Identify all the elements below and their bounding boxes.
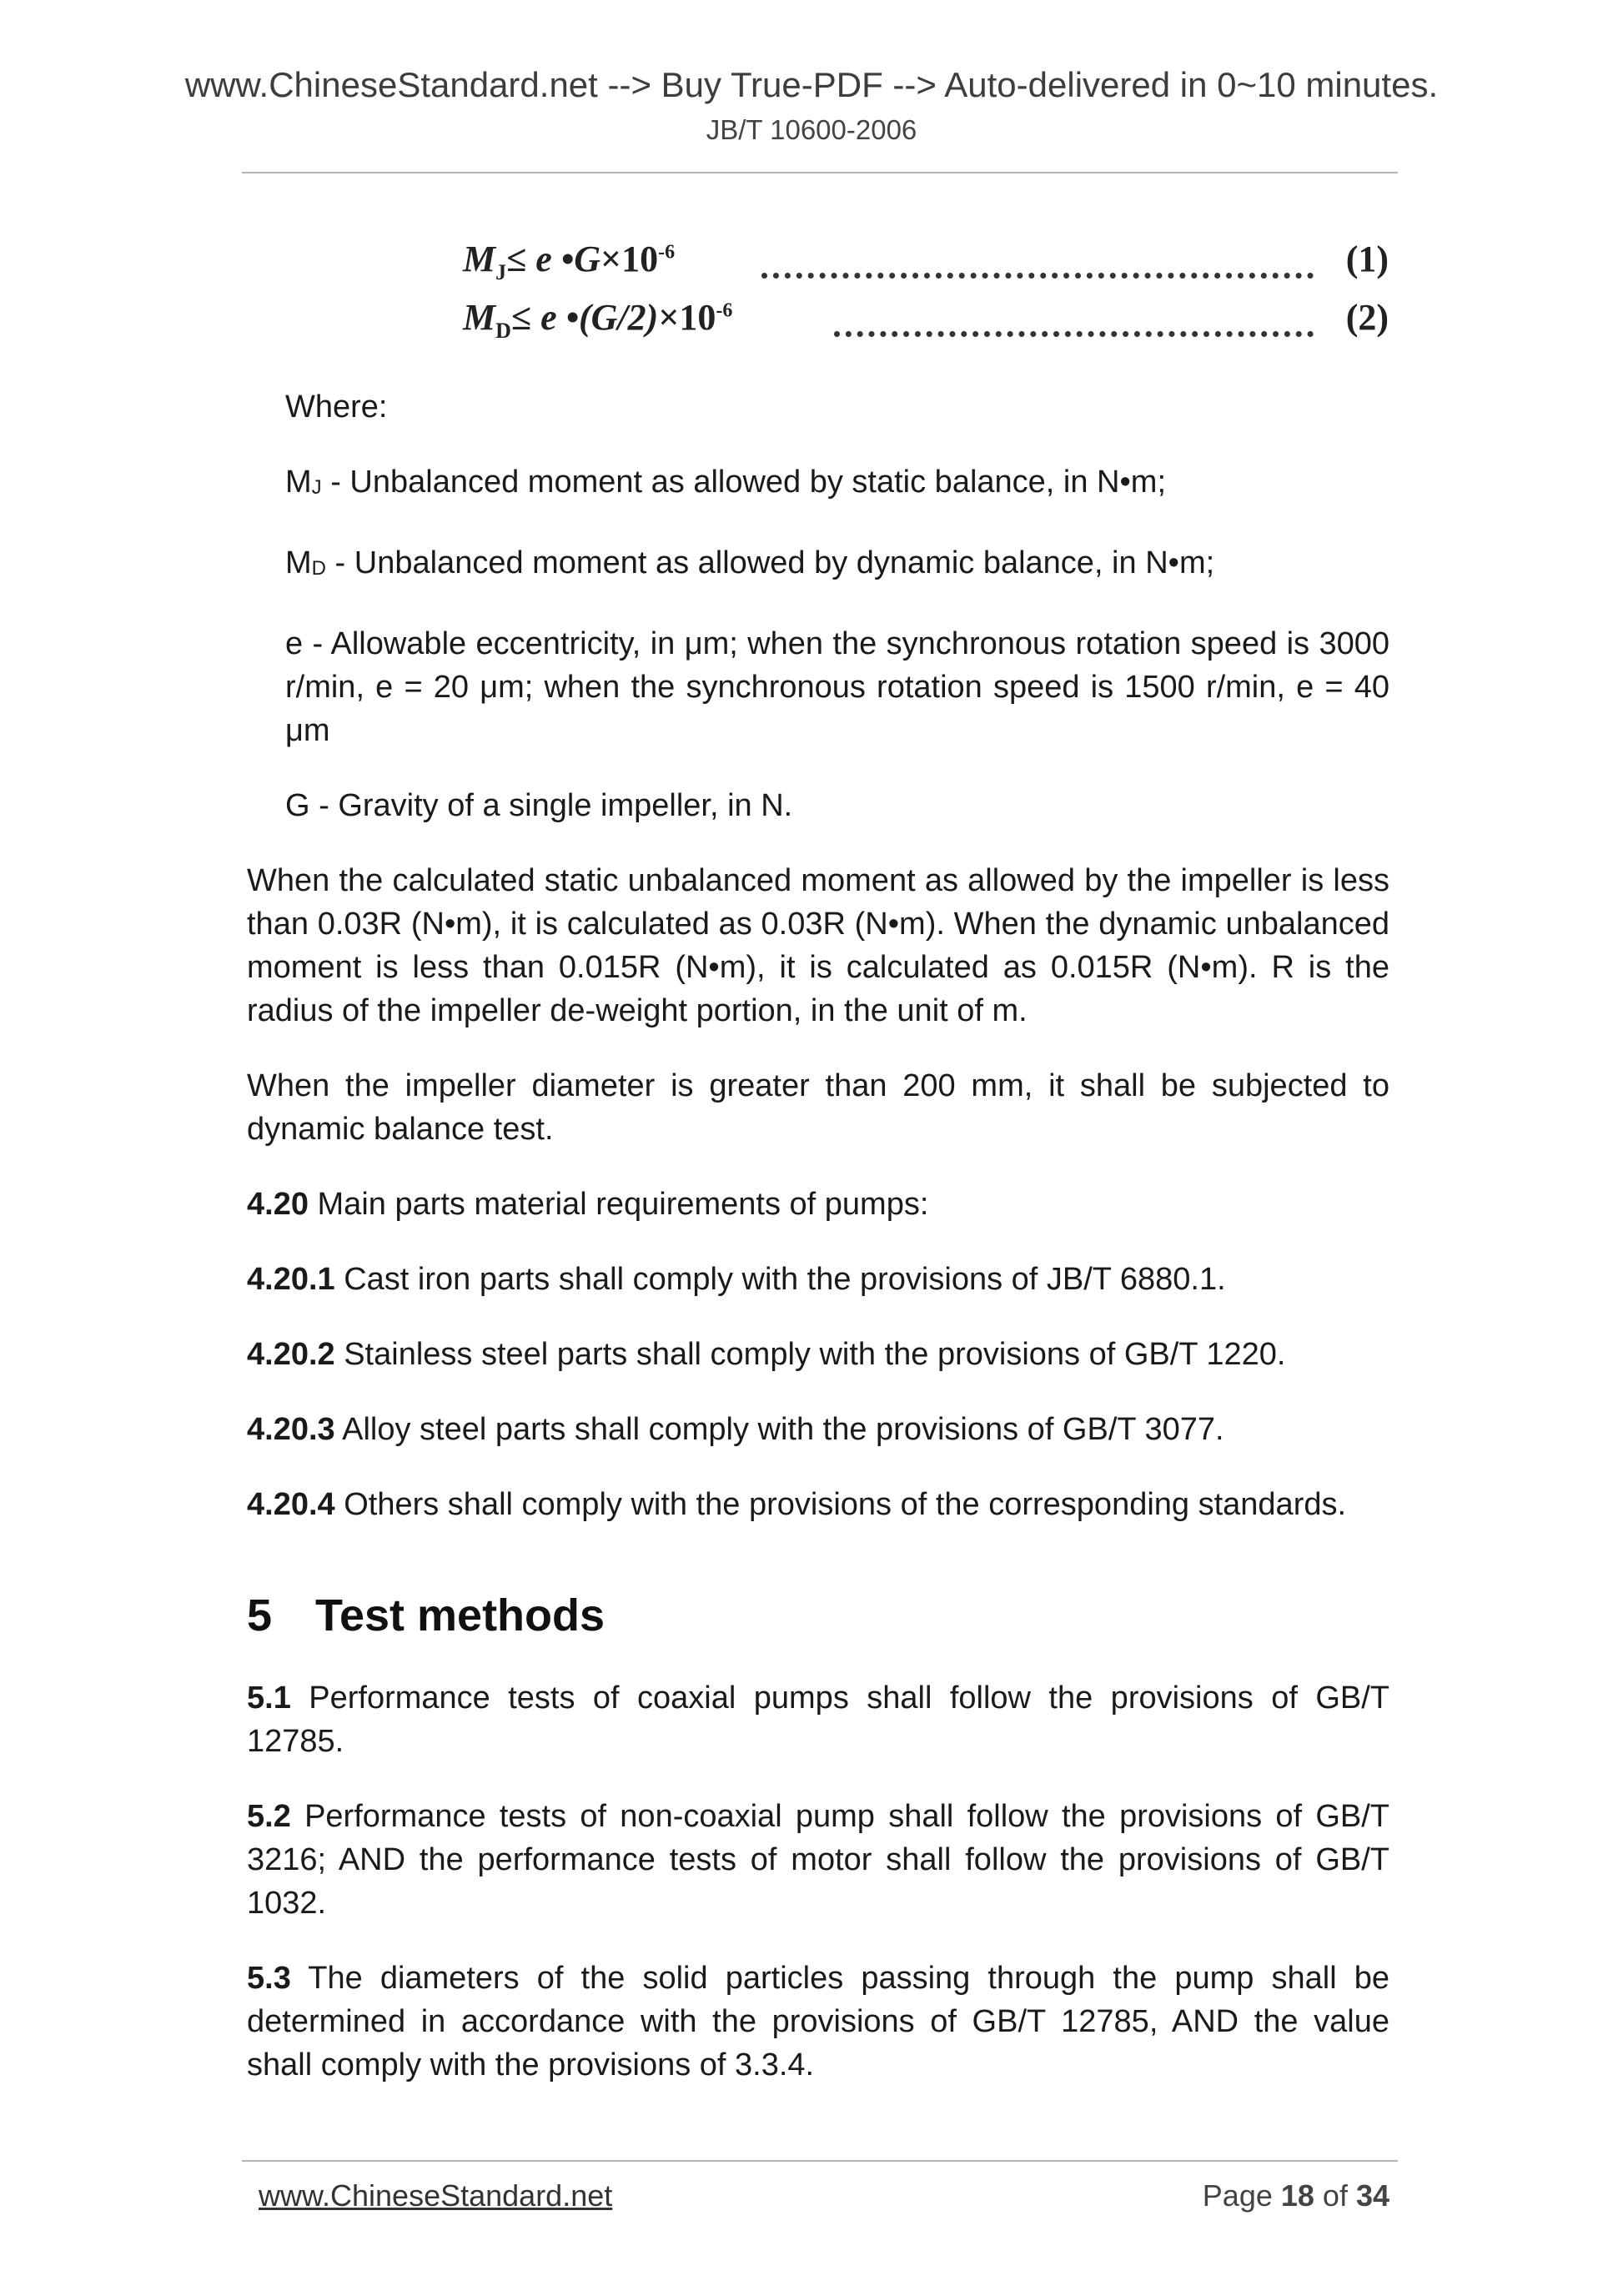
- formula-1-expression: $M_J\le e$ $•G\times 10^{-6}$: [463, 239, 676, 284]
- formula-1: [463, 238, 1389, 296]
- footer-site-link[interactable]: www.ChineseStandard.net: [259, 2178, 613, 2213]
- page-indicator: Page 18 of 34: [1202, 2178, 1389, 2213]
- document-number: JB/T 10600-2006: [706, 114, 917, 145]
- current-page-number: 18: [1280, 2178, 1314, 2213]
- header-banner: www.ChineseStandard.net --> Buy True-PDF --> Auto-delivered in 0~10 minutes.: [184, 65, 1439, 104]
- clause-4-20: 4.20 Main parts material requirements of pumps:: [247, 1187, 929, 1222]
- clause-5-1: 5.1 Performance tests of coaxial pumps shall follow the provisions of GB/T 12785.: [247, 1681, 1389, 1759]
- clause-5-2: 5.2 Performance tests of non-coaxial pump shall follow the provisions of GB/T 3216; AND the performance tests of motor shall follow the provisions of GB/T 1032.: [247, 1799, 1389, 1921]
- definition-mj: $M_J$ - Unbalanced moment as allowed by static balance, in N•m;: [285, 465, 1166, 500]
- clause-4-20-4: 4.20.4 Others shall comply with the provisions of the corresponding standards.: [247, 1487, 1347, 1522]
- clause-5-3: 5.3 The diameters of the solid particles passing through the pump shall be determined in accordance with the provisions of GB/T 12785, AND the value shall comply with the provisions of 3.3.4.: [247, 1961, 1389, 2082]
- formula-block: [463, 238, 1389, 354]
- definition-e: e - Allowable eccentricity, in μm; when the synchronous rotation speed is 3000 r/min, e = 20 μm; when the synchronous rotation speed is 1500 r/min, e = 40 μm: [285, 626, 1389, 748]
- formula-2-expression: $M_D\le e$ $•(G/2)\times 10^{-6}$: [463, 297, 733, 343]
- total-pages: 34: [1355, 2178, 1389, 2213]
- definition-g: G - Gravity of a single impeller, in N.: [285, 788, 793, 823]
- formula-2-leader-dots: [834, 298, 1314, 337]
- clause-4-20-1: 4.20.1 Cast iron parts shall comply with the provisions of JB/T 6880.1.: [247, 1262, 1226, 1297]
- paragraph-unbalanced-moment: When the calculated static unbalanced moment as allowed by the impeller is less than 0.03R (N•m), it is calculated as 0.03R (N•m). When the dynamic unbalanced moment is less than 0.015R (N•m), it is calculated as 0.015R (N•m). R is the radius of the impeller de-weight portion, in the unit of m.: [247, 863, 1389, 1028]
- header-divider: [242, 172, 1398, 173]
- where-label: Where:: [285, 389, 388, 425]
- definition-md: $M_D$ - Unbalanced moment as allowed by dynamic balance, in N•m;: [285, 545, 1215, 580]
- footer-divider: [242, 2160, 1398, 2162]
- formula-1-number: (1): [1345, 239, 1389, 279]
- clause-4-20-3: 4.20.3 Alloy steel parts shall comply with the provisions of GB/T 3077.: [247, 1412, 1224, 1447]
- formula-2: [463, 296, 1389, 354]
- paragraph-impeller-diameter: When the impeller diameter is greater than 200 mm, it shall be subjected to dynamic balance test.: [247, 1068, 1389, 1147]
- clause-4-20-2: 4.20.2 Stainless steel parts shall comply with the provisions of GB/T 1220.: [247, 1337, 1286, 1372]
- page-header: [0, 62, 1623, 150]
- section-heading: 5 Test methods: [247, 1590, 605, 1640]
- formula-2-number: (2): [1345, 297, 1389, 338]
- page-content: [247, 385, 1389, 2087]
- formula-1-leader-dots: [761, 239, 1314, 279]
